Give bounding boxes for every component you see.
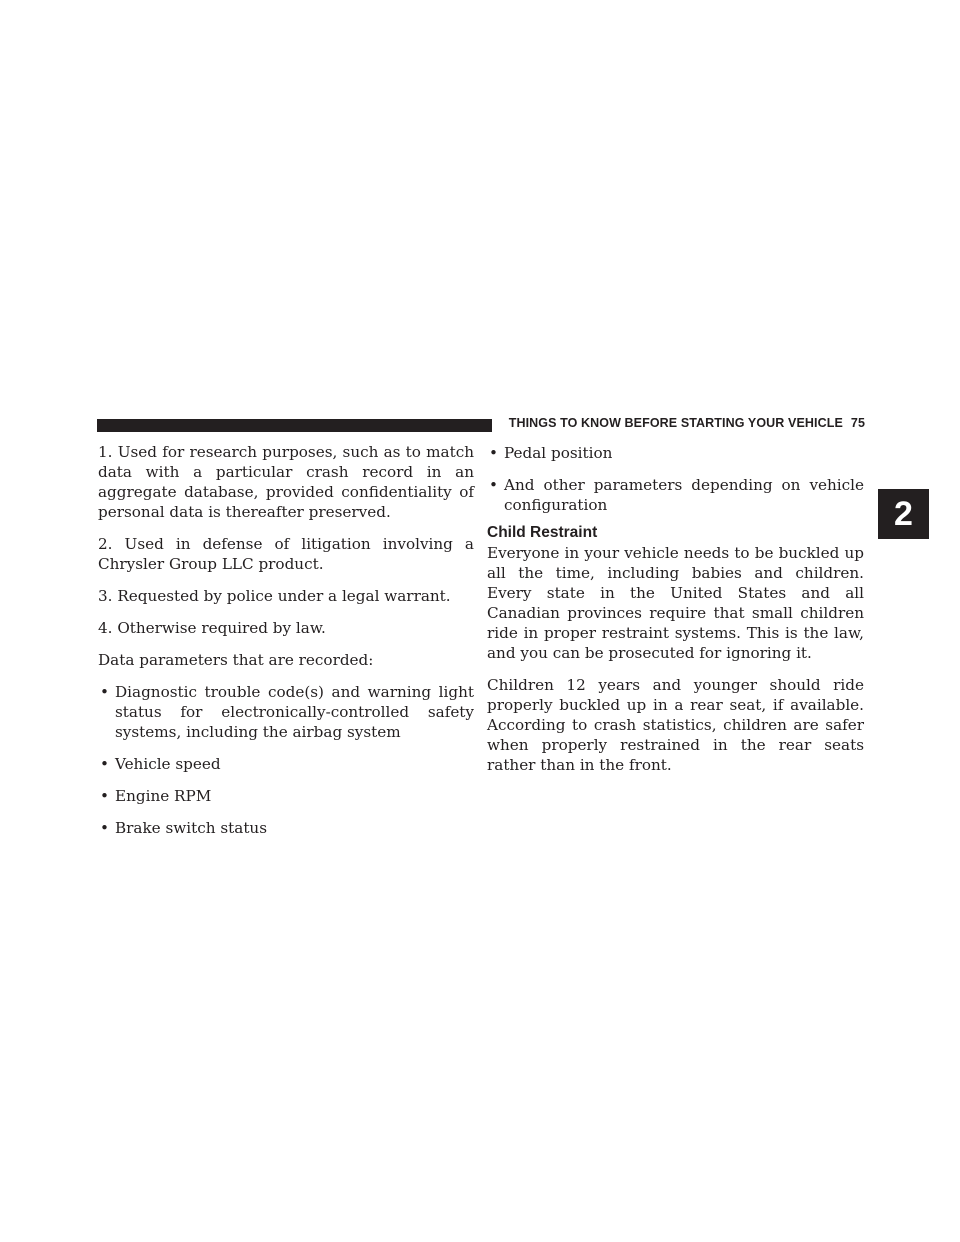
chapter-tab: 2 xyxy=(878,489,929,539)
list-item-text: Brake switch status xyxy=(115,819,267,837)
numbered-item-1: 1. Used for research purposes, such as to match data with a particular crash record in an aggregate database, provided confidentiality of personal data is thereafter preserved. xyxy=(98,443,474,521)
list-item-text: Pedal position xyxy=(504,444,613,462)
bullet-glyph: • xyxy=(100,755,109,773)
running-header xyxy=(505,416,865,430)
numbered-item-4: 4. Otherwise required by law. xyxy=(98,619,326,637)
numbered-item-2: 2. Used in defense of litigation involving a Chrysler Group LLC product. xyxy=(98,535,474,573)
bullet-glyph: • xyxy=(100,819,109,837)
page-number: 75 xyxy=(850,416,865,430)
list-item xyxy=(98,754,474,774)
list-item xyxy=(98,818,474,838)
list-item xyxy=(487,475,864,515)
parameters-list xyxy=(98,682,474,838)
list-item xyxy=(487,443,864,463)
parameters-list-continued xyxy=(487,443,864,515)
list-item-text: Diagnostic trouble code(s) and warning light status for electronically-controlled safety systems, including the airbag system xyxy=(115,683,474,741)
list-item-text: And other parameters depending on vehicle configuration xyxy=(504,476,864,514)
list-item-text: Engine RPM xyxy=(115,787,212,805)
bullet-glyph: • xyxy=(100,683,109,701)
right-column xyxy=(487,443,864,787)
numbered-item-3: 3. Requested by police under a legal warrant. xyxy=(98,587,451,605)
section-heading: Child Restraint xyxy=(487,524,598,541)
bullet-glyph: • xyxy=(489,444,498,462)
parameters-intro: Data parameters that are recorded: xyxy=(98,651,374,669)
body-paragraph: Everyone in your vehicle needs to be buckled up all the time, including babies and children. Every state in the United States and all Canadian provinces require that small children ride in proper restraint systems. This is the law, and you can be prosecuted for ignoring it. xyxy=(487,544,864,662)
list-item-text: Vehicle speed xyxy=(115,755,221,773)
list-item xyxy=(98,786,474,806)
left-column xyxy=(98,442,474,850)
header-title: THINGS TO KNOW BEFORE STARTING YOUR VEHICLE xyxy=(508,416,843,430)
bullet-glyph: • xyxy=(100,787,109,805)
bullet-glyph: • xyxy=(489,476,498,494)
header-rule-bar xyxy=(97,419,492,432)
list-item xyxy=(98,682,474,742)
body-paragraph: Children 12 years and younger should ride properly buckled up in a rear seat, if available. According to crash statistics, children are safer when properly restrained in the rear seats rather than in the front. xyxy=(487,676,864,774)
